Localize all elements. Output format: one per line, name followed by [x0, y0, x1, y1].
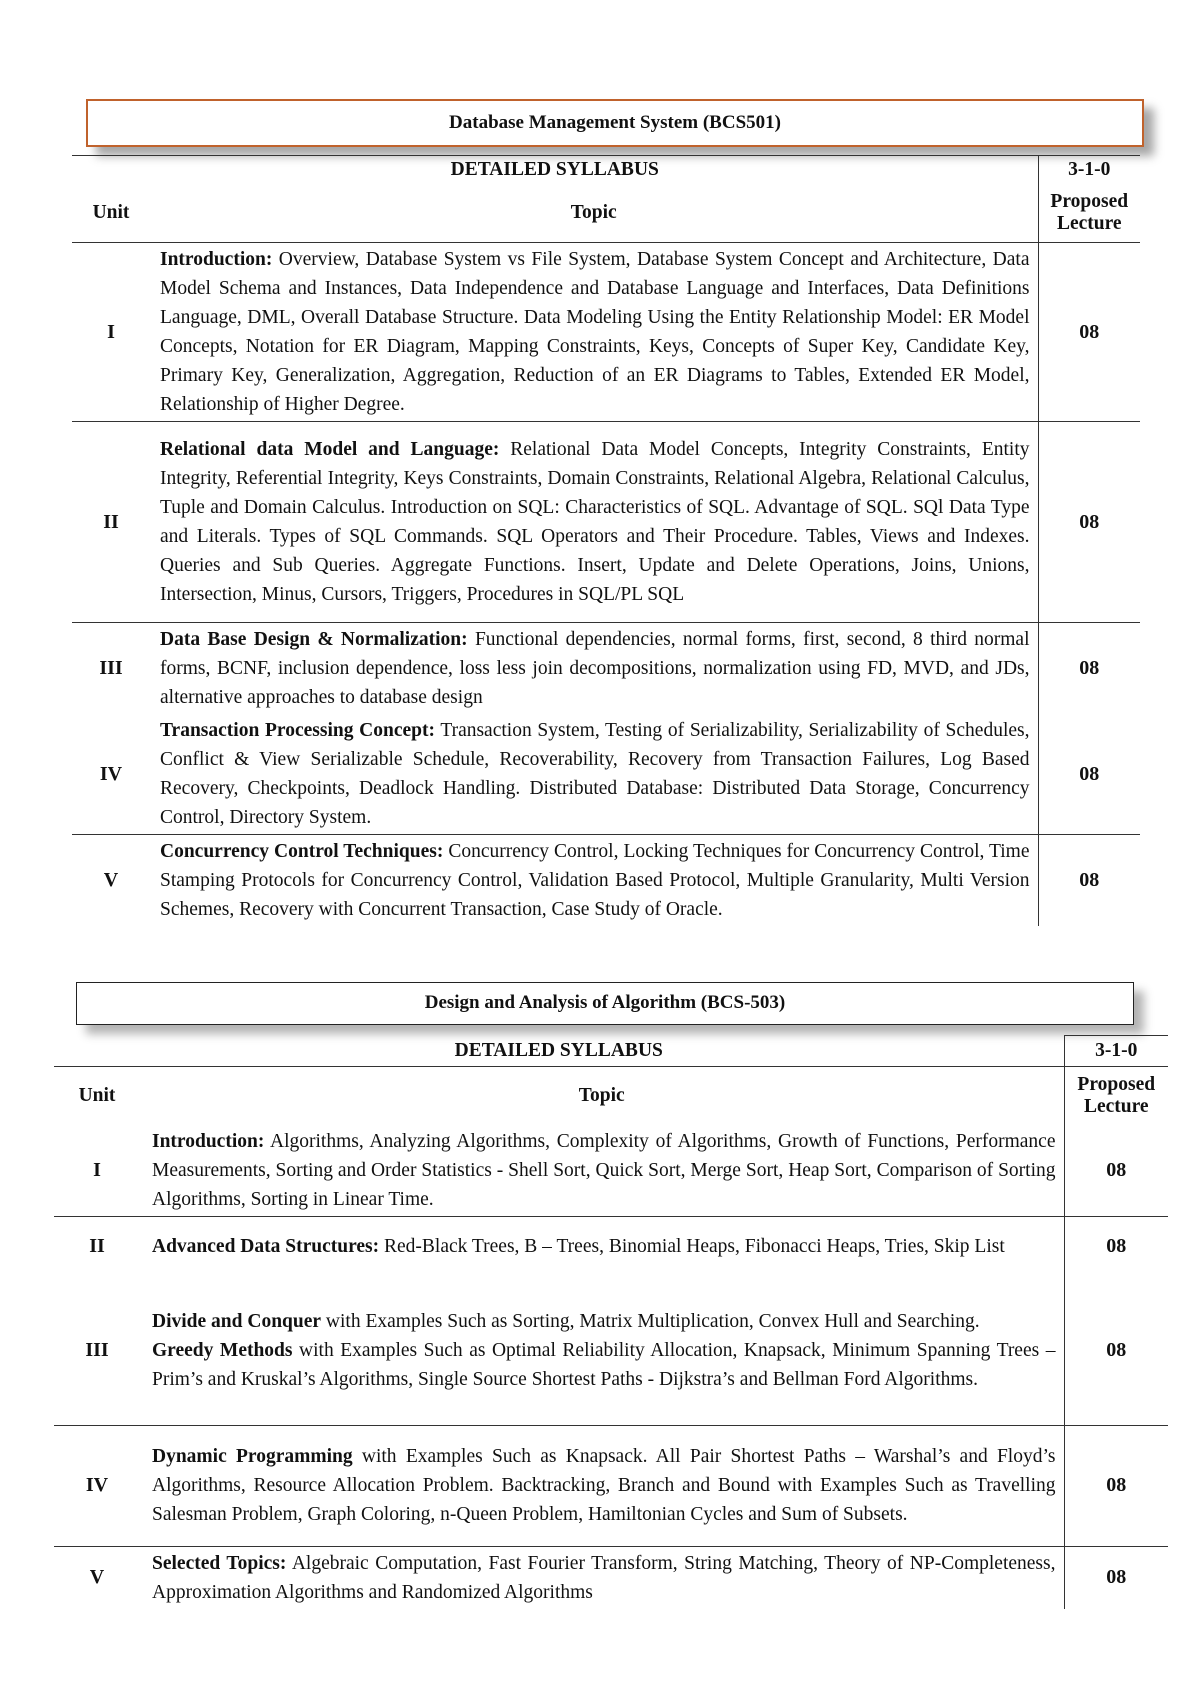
unit-number: IV — [99, 762, 123, 785]
lecture-count: 08 — [1064, 1425, 1168, 1546]
topic-column-header: Topic — [140, 1066, 1064, 1125]
table-row — [54, 1216, 1168, 1277]
unit-number: II — [54, 1216, 140, 1277]
table-row — [72, 243, 1140, 422]
lecture-count: 08 — [1038, 623, 1140, 715]
topic-cell: Concurrency Control Techniques: Concurrency Control, Locking Techniques for Concurrency Control, Time Stamping Protocols for Concurrency Control, Validation Based Protocol, Multiple Granularity, Multi Version Schemes, Recovery with Concurrent Transaction, Case Study of Oracle. — [150, 835, 1038, 927]
ltp-label: 3-1-0 — [1038, 156, 1140, 185]
syllabus-table-daa — [54, 1035, 1168, 1609]
table-row — [72, 835, 1140, 927]
unit-number: III — [72, 623, 150, 715]
lecture-count: 08 — [1064, 1216, 1168, 1277]
ltp-label: 3-1-0 — [1064, 1036, 1168, 1067]
table-row — [72, 714, 1140, 835]
topic-cell: Dynamic Programming with Examples Such as Knapsack. All Pair Shortest Paths – Warshal’s and Floyd’s Algorithms, Resource Allocation Problem. Backtracking, Branch and Bound with Examples Such as Travelling Salesman Problem, Graph Coloring, n-Queen Problem, Hamiltonian Cycles and Sum of Subsets. — [140, 1425, 1064, 1546]
topic-cell: Introduction: Overview, Database System vs File System, Database System Concept and Architecture, Data Model Schema and Instances, Data Independence and Database Language and Interfaces, Data Definitions Language, DML, Overall Database Structure. Data Modeling Using the Entity Relationship Model: ER Model Concepts, Notation for ER Diagram, Mapping Constraints, Keys, Concepts of Super Key, Candidate Key, Primary Key, Generalization, Aggregation, Reduction of an ER Diagrams to Tables, Extended ER Model, Relationship of Higher Degree. — [150, 243, 1038, 422]
table-row — [54, 1277, 1168, 1426]
lecture-count: 08 — [1064, 1546, 1168, 1609]
course-title-daa: Design and Analysis of Algorithm (BCS-503) — [76, 982, 1134, 1025]
table-row — [72, 623, 1140, 715]
topic-cell: Relational data Model and Language: Relational Data Model Concepts, Integrity Constraints, Entity Integrity, Referential Integrity, Keys Constraints, Domain Constraints, Relational Algebra, Relational Calculus, Tuple and Domain Calculus. Introduction on SQL: Characteristics of SQL. Advantage of SQL. SQl Data Type and Literals. Types of SQL Commands. SQL Operators and Their Procedure. Tables, Views and Indexes. Queries and Sub Queries. Aggregate Functions. Insert, Update and Delete Operations, Joins, Unions, Intersection, Minus, Cursors, Triggers, Procedures in SQL/PL SQL — [150, 422, 1038, 623]
syllabus-header-row — [54, 1036, 1168, 1067]
lecture-column-header: Proposed Lecture — [1038, 184, 1140, 243]
lecture-count: 08 — [1038, 422, 1140, 623]
topic-cell: Advanced Data Structures: Red-Black Trees, B – Trees, Binomial Heaps, Fibonacci Heaps, Tries, Skip List — [140, 1216, 1064, 1277]
detailed-syllabus-heading: DETAILED SYLLABUS — [72, 156, 1038, 185]
unit-number: V — [72, 835, 150, 927]
unit-number: I — [93, 1158, 101, 1181]
unit-number: IV — [54, 1425, 140, 1546]
unit-column-header: Unit — [92, 202, 130, 223]
column-header-row — [72, 184, 1140, 243]
syllabus-header-row — [72, 156, 1140, 185]
lecture-count: 08 — [1064, 1125, 1168, 1217]
detailed-syllabus-heading: DETAILED SYLLABUS — [454, 1039, 663, 1061]
unit-number: V — [54, 1546, 140, 1609]
topic-column-header: Topic — [570, 202, 617, 223]
lecture-count: 08 — [1038, 714, 1140, 835]
course-title-dbms: Database Management System (BCS501) — [86, 99, 1144, 147]
syllabus-table-dbms — [72, 155, 1140, 926]
topic-cell: Transaction Processing Concept: Transaction System, Testing of Serializability, Serializability of Schedules, Conflict & View Serializable Schedule, Recoverability, Recovery from Transaction Failures, Log Based Recovery, Checkpoints, Deadlock Handling. Distributed Database: Distributed Data Storage, Concurrency Control, Directory System. — [160, 720, 1030, 828]
lecture-count: 08 — [1038, 243, 1140, 422]
topic-cell: Data Base Design & Normalization: Functional dependencies, normal forms, first, second, 8 third normal forms, BCNF, inclusion dependence, loss less join decompositions, normalization using FD, MVD, and JDs, alternative approaches to database design — [150, 623, 1038, 715]
lecture-column-header: Proposed Lecture — [1064, 1066, 1168, 1125]
topic-cell: Introduction: Algorithms, Analyzing Algorithms, Complexity of Algorithms, Growth of Functions, Performance Measurements, Sorting and Order Statistics - Shell Sort, Quick Sort, Merge Sort, Heap Sort, Comparison of Sorting Algorithms, Sorting in Linear Time. — [152, 1130, 1056, 1210]
table-row — [54, 1425, 1168, 1546]
unit-number: II — [72, 422, 150, 623]
topic-cell: Selected Topics: Algebraic Computation, Fast Fourier Transform, String Matching, Theory of NP-Completeness, Approximation Algorithms and Randomized Algorithms — [140, 1546, 1064, 1609]
lecture-count: 08 — [1038, 835, 1140, 927]
topic-cell: Divide and Conquer with Examples Such as Sorting, Matrix Multiplication, Convex Hull and Searching. Greedy Methods with Examples Such as Optimal Reliability Allocation, Knapsack, Minimum Spanning Trees – Prim’s and Kruskal’s Algorithms, Single Source Shortest Paths - Dijkstra’s and Bellman Ford Algorithms. — [152, 1311, 1056, 1390]
table-row — [54, 1125, 1168, 1217]
column-header-row — [54, 1066, 1168, 1125]
unit-number: I — [72, 243, 150, 422]
unit-number: III — [85, 1339, 109, 1361]
unit-column-header: Unit — [54, 1066, 140, 1125]
table-row — [72, 422, 1140, 623]
lecture-count: 08 — [1064, 1277, 1168, 1426]
table-row — [54, 1546, 1168, 1609]
